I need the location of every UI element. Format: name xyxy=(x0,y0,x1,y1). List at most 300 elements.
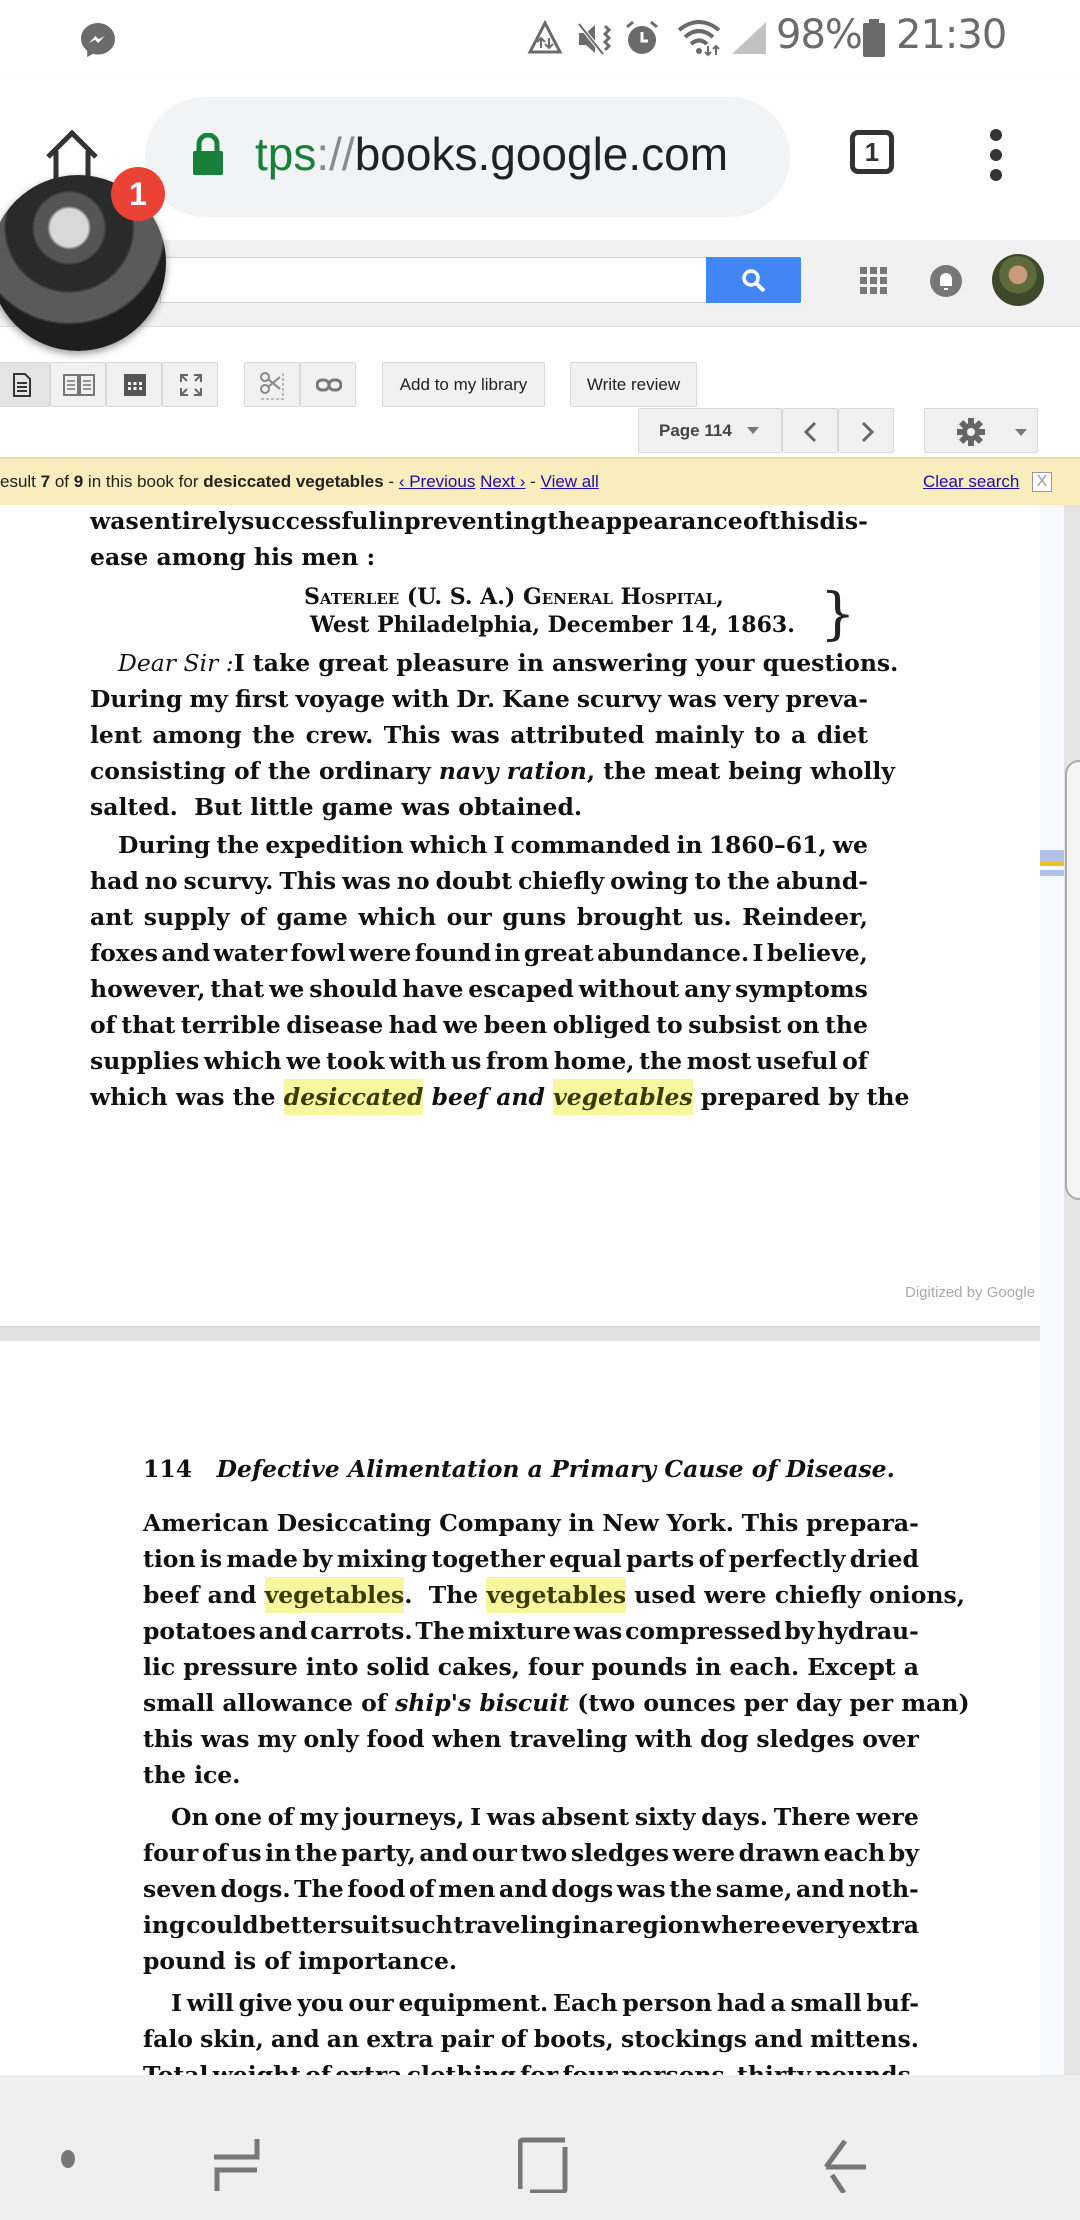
word: escaped xyxy=(468,975,574,1003)
word: The xyxy=(294,1875,344,1903)
word: four xyxy=(528,1653,584,1681)
word: This xyxy=(279,867,337,895)
text-span: prepared by the xyxy=(692,1083,910,1111)
menu-icon[interactable] xyxy=(980,125,1012,185)
address-line: West Philadelphia, December 14, 1863. xyxy=(310,612,795,638)
word: sledges xyxy=(570,1839,669,1867)
word: of xyxy=(267,1803,294,1831)
word: a xyxy=(599,1911,615,1939)
text-span: . The xyxy=(404,1581,487,1609)
word: such xyxy=(391,1911,453,1939)
clock: 21:30 xyxy=(896,12,1007,58)
word: extra xyxy=(366,2025,434,2053)
word: crew. xyxy=(305,721,374,749)
text-line: ease among his men : xyxy=(90,543,376,571)
word: was xyxy=(200,1725,250,1753)
word: food xyxy=(347,1875,406,1903)
word: together xyxy=(431,1545,545,1573)
word: I xyxy=(493,831,505,859)
word: by xyxy=(888,1839,919,1867)
word: Desiccating xyxy=(276,1509,432,1537)
text-line xyxy=(143,1835,919,1871)
word: During xyxy=(118,831,211,859)
word: of xyxy=(743,507,769,535)
word: which xyxy=(358,903,437,931)
text-span: which was the xyxy=(90,1083,284,1111)
chevron-right-icon xyxy=(861,421,875,443)
dropdown-arrow-icon xyxy=(747,427,759,435)
word: 1860–61, xyxy=(708,831,827,859)
text-line xyxy=(171,1799,919,1835)
clip-button[interactable] xyxy=(244,362,300,407)
word: and xyxy=(419,1839,469,1867)
word: to xyxy=(694,867,722,895)
chevron-left-icon xyxy=(803,421,817,443)
word: us xyxy=(231,1839,262,1867)
word: mainly xyxy=(654,721,744,749)
word: among xyxy=(152,721,242,749)
word: scurvy. xyxy=(183,867,274,895)
word: us xyxy=(451,1047,482,1075)
text-span: , the meat being wholly xyxy=(586,757,895,785)
word: my xyxy=(189,685,228,713)
word: mittens. xyxy=(810,2025,919,2053)
scroll-track[interactable] xyxy=(1064,505,1080,2075)
word: was xyxy=(573,1617,623,1645)
word: This xyxy=(741,1509,799,1537)
word: any xyxy=(684,975,731,1003)
settings-dropdown[interactable] xyxy=(924,408,1038,453)
word: in xyxy=(695,1653,722,1681)
result-prefix: esult xyxy=(0,472,41,491)
word: On xyxy=(171,1803,209,1831)
word: of xyxy=(240,903,266,931)
word: in xyxy=(494,939,521,967)
word: lent xyxy=(90,721,142,749)
data-saver-icon xyxy=(526,20,564,58)
word: was xyxy=(668,685,717,713)
word: my xyxy=(257,1725,296,1753)
word: falo xyxy=(143,2025,193,2053)
word: ant xyxy=(90,903,134,931)
word: There xyxy=(773,1803,851,1831)
gear-icon xyxy=(957,418,985,446)
text-span: small allowance of xyxy=(143,1689,396,1717)
search-icon xyxy=(740,267,768,295)
word: entirely xyxy=(139,507,241,535)
text-line xyxy=(143,1871,919,1907)
running-head xyxy=(143,1451,895,1487)
word: my xyxy=(299,1803,338,1831)
text-line xyxy=(143,1613,919,1649)
search-highlight[interactable]: vegetables xyxy=(486,1577,626,1613)
text-line xyxy=(90,503,868,539)
word: American xyxy=(143,1509,269,1537)
word: region xyxy=(614,1911,701,1939)
word: terrible xyxy=(180,1011,281,1039)
previous-page-button[interactable] xyxy=(782,408,838,453)
running-head-title: Defective Alimentation a Primary Cause of Disease. xyxy=(216,1455,895,1483)
word: ing xyxy=(143,1911,186,1939)
word: parts xyxy=(626,1545,695,1573)
word: when xyxy=(432,1725,502,1753)
text-line xyxy=(143,1577,965,1613)
word: successful xyxy=(241,507,378,535)
word: of xyxy=(842,1047,868,1075)
word: no xyxy=(144,867,178,895)
word: the xyxy=(727,867,770,895)
word: first xyxy=(234,685,289,713)
word: most xyxy=(686,1047,752,1075)
view-all-link[interactable]: View all xyxy=(540,472,599,491)
word: the xyxy=(639,1047,683,1075)
word: is xyxy=(199,1545,223,1573)
word: we xyxy=(269,975,305,1003)
word: into xyxy=(305,1653,359,1681)
word: seven xyxy=(143,1875,217,1903)
search-results-bar xyxy=(0,457,1080,505)
single-page-view-button[interactable] xyxy=(0,362,50,407)
text-line xyxy=(143,1685,970,1721)
word: without xyxy=(578,975,680,1003)
word: solid xyxy=(366,1653,430,1681)
word: traveling xyxy=(509,1725,628,1753)
page-text xyxy=(90,505,910,1326)
word: were xyxy=(672,1839,736,1867)
address-bar[interactable] xyxy=(145,97,790,217)
word: cakes, xyxy=(437,1653,520,1681)
word: have xyxy=(402,975,464,1003)
text-line xyxy=(90,1079,910,1115)
scrollbar-thumb[interactable] xyxy=(1065,760,1080,1200)
word: This xyxy=(383,721,441,749)
url-separator: :// xyxy=(316,128,355,180)
word: an xyxy=(326,2025,360,2053)
word: by xyxy=(302,1545,333,1573)
word: boots, xyxy=(533,2025,614,2053)
scissors-icon xyxy=(259,371,287,401)
word: attributed xyxy=(510,721,645,749)
book-page-113 xyxy=(0,505,1040,1326)
word: every xyxy=(781,1911,851,1939)
page-scroll-rail[interactable] xyxy=(1040,505,1080,2075)
word: very xyxy=(723,685,779,713)
status-bar xyxy=(0,0,1080,75)
page-select-dropdown[interactable] xyxy=(638,408,782,453)
word: noth- xyxy=(848,1875,919,1903)
word: however, xyxy=(90,975,206,1003)
word: owing xyxy=(610,867,689,895)
search-highlight[interactable]: vegetables xyxy=(265,1577,405,1613)
word: abundance. xyxy=(597,939,750,967)
link-icon xyxy=(316,377,342,393)
text-line xyxy=(143,2021,919,2057)
word: same, xyxy=(715,1875,793,1903)
next-page-button[interactable] xyxy=(838,408,894,453)
word: our xyxy=(471,1839,517,1867)
search-button[interactable] xyxy=(706,257,801,303)
home-button-icon[interactable] xyxy=(518,2137,568,2193)
previous-result-link[interactable]: ‹ Previous xyxy=(398,472,476,491)
word: in xyxy=(572,1911,599,1939)
result-of: of xyxy=(50,472,74,491)
word: each. xyxy=(729,1653,800,1681)
word: suit xyxy=(340,1911,391,1939)
word: fowl xyxy=(290,939,346,967)
word: Kane xyxy=(502,685,570,713)
word: foxes xyxy=(90,939,158,967)
word: us. xyxy=(693,903,732,931)
italic-span: beef and xyxy=(423,1083,554,1111)
word: Company xyxy=(439,1509,561,1537)
text-line xyxy=(90,899,868,935)
word: abund- xyxy=(775,867,868,895)
word: our xyxy=(348,1989,394,2017)
word: had xyxy=(90,867,139,895)
dropdown-arrow-icon xyxy=(1015,429,1027,437)
grid-view-icon xyxy=(124,374,146,396)
text-line xyxy=(90,681,868,717)
text-line xyxy=(143,1721,919,1757)
word: in xyxy=(377,507,404,535)
result-marker[interactable] xyxy=(1040,870,1064,876)
word: appearance xyxy=(590,507,743,535)
word: drawn xyxy=(738,1839,821,1867)
word: of xyxy=(698,1545,725,1573)
text-span: beef and xyxy=(143,1581,265,1609)
result-mid: in this book for xyxy=(83,472,204,491)
word: New xyxy=(602,1509,659,1537)
separator: - xyxy=(383,472,399,491)
word: extra xyxy=(851,1911,919,1939)
word: dried xyxy=(849,1545,919,1573)
word: Dr. xyxy=(456,685,496,713)
word: lic xyxy=(143,1653,176,1681)
word: will xyxy=(186,1989,234,2017)
text-span: used were chiefly onions, xyxy=(626,1581,965,1609)
word: pounds xyxy=(591,1653,688,1681)
word: equipment. xyxy=(398,1989,549,2017)
browser-toolbar xyxy=(0,75,1080,242)
write-review-label: Write review xyxy=(586,375,681,394)
navigation-bar xyxy=(0,2075,1080,2220)
close-search-button[interactable]: X xyxy=(1032,472,1052,492)
word: stockings xyxy=(620,2025,747,2053)
next-result-link[interactable]: Next › xyxy=(480,472,526,491)
text-line xyxy=(90,1043,868,1079)
text-line: the ice. xyxy=(143,1761,241,1789)
thumbnail-view-button[interactable] xyxy=(106,362,162,407)
link-button[interactable] xyxy=(300,362,356,407)
word: diet xyxy=(816,721,868,749)
word: preva- xyxy=(785,685,868,713)
word: useful xyxy=(756,1047,838,1075)
word: that xyxy=(121,1011,176,1039)
clear-search-link[interactable]: Clear search xyxy=(923,472,1020,491)
word: Except xyxy=(807,1653,896,1681)
word: preventing xyxy=(404,507,547,535)
word: expedition xyxy=(265,831,404,859)
word: took xyxy=(326,1047,385,1075)
text-span: consisting of the ordinary xyxy=(90,757,439,785)
apps-grid-icon[interactable] xyxy=(860,267,888,295)
word: the xyxy=(294,1839,338,1867)
tab-switcher-button[interactable]: 1 xyxy=(850,130,894,174)
text-line xyxy=(90,753,895,789)
word: absent xyxy=(541,1803,630,1831)
word: in xyxy=(676,831,703,859)
word: by xyxy=(784,1617,815,1645)
word: commanded xyxy=(510,831,671,859)
digitized-watermark: Digitized by Google xyxy=(905,1284,1036,1301)
search-query: desiccated vegetables xyxy=(203,472,384,491)
text-line xyxy=(143,1649,919,1685)
word: and xyxy=(258,1617,308,1645)
word: a xyxy=(903,1653,919,1681)
text-line xyxy=(90,1007,868,1043)
word: party, xyxy=(341,1839,416,1867)
text-line xyxy=(90,935,868,971)
word: brought xyxy=(576,903,683,931)
chat-head-badge: 1 xyxy=(111,167,165,221)
word: were xyxy=(348,939,412,967)
current-result-marker[interactable] xyxy=(1040,862,1064,866)
italic-span: navy ration xyxy=(438,757,587,785)
word: home, xyxy=(553,1047,635,1075)
word: game xyxy=(276,903,348,931)
address-line: Saterlee (U. S. A.) General Hospital, xyxy=(304,584,724,610)
brace: } xyxy=(820,582,856,647)
word: should xyxy=(309,975,398,1003)
separator: - xyxy=(525,472,541,491)
text-span: I take great pleasure in answering your questions. xyxy=(233,649,899,677)
word: potatoes xyxy=(143,1617,256,1645)
word: dogs. xyxy=(220,1875,291,1903)
wifi-icon xyxy=(675,18,723,58)
word: York. xyxy=(666,1509,734,1537)
word: the xyxy=(216,831,260,859)
text-span: (two ounces per day per man) xyxy=(569,1689,970,1717)
word: two xyxy=(520,1839,568,1867)
word: were xyxy=(856,1803,919,1831)
recent-apps-icon[interactable] xyxy=(212,2137,262,2193)
word: dogs xyxy=(551,1875,614,1903)
word: with xyxy=(392,685,450,713)
word: was xyxy=(486,1803,536,1831)
fullscreen-button[interactable] xyxy=(162,362,218,407)
word: skin, xyxy=(200,2025,264,2053)
word: over xyxy=(862,1725,919,1753)
word: better xyxy=(259,1911,340,1939)
word: of xyxy=(500,2025,527,2053)
text-line xyxy=(90,971,868,1007)
word: you xyxy=(297,1989,344,2017)
back-icon[interactable] xyxy=(820,2137,870,2193)
word: believe, xyxy=(766,939,868,967)
notifications-icon[interactable] xyxy=(929,264,963,298)
result-current: 7 xyxy=(40,472,51,491)
word: I xyxy=(470,1803,482,1831)
word: compressed xyxy=(625,1617,782,1645)
word: disease xyxy=(286,1011,384,1039)
word: we xyxy=(286,1047,322,1075)
word: obliged xyxy=(552,1011,651,1039)
word: great xyxy=(523,939,594,967)
word: found xyxy=(414,939,492,967)
word: During xyxy=(90,685,183,713)
word: hydrau- xyxy=(817,1617,919,1645)
page-text xyxy=(143,1341,970,2075)
word: doubt xyxy=(435,867,513,895)
write-review-button[interactable] xyxy=(570,362,697,407)
add-to-library-button[interactable] xyxy=(382,362,545,407)
word: pressure xyxy=(183,1653,298,1681)
word: this xyxy=(143,1725,194,1753)
two-page-icon xyxy=(63,374,95,396)
word: we xyxy=(443,1011,479,1039)
word: equal xyxy=(549,1545,622,1573)
text-line: pound is of importance. xyxy=(143,1947,458,1975)
text-line: salted. But little game was obtained. xyxy=(90,793,583,821)
word: and xyxy=(161,939,211,967)
word: on xyxy=(786,1011,820,1039)
user-avatar[interactable] xyxy=(992,254,1044,306)
word: person xyxy=(622,1989,713,2017)
signal-icon xyxy=(730,20,768,56)
word: and xyxy=(270,2025,320,2053)
word: of xyxy=(90,1011,116,1039)
two-page-view-button[interactable] xyxy=(50,362,106,407)
page-separator xyxy=(0,1326,1040,1342)
word: was xyxy=(90,507,139,535)
word: prepara- xyxy=(806,1509,919,1537)
add-to-library-label: Add to my library xyxy=(399,375,528,394)
search-input[interactable] xyxy=(160,257,707,303)
word: this xyxy=(769,507,820,535)
word: a xyxy=(770,1989,786,2017)
word: and xyxy=(498,1875,548,1903)
word: supplies xyxy=(90,1047,200,1075)
word: days. xyxy=(701,1803,768,1831)
url-text[interactable] xyxy=(255,127,728,181)
text-line xyxy=(143,1541,919,1577)
word: sledges xyxy=(756,1725,855,1753)
word: had xyxy=(716,1989,766,2017)
word: small xyxy=(790,1989,862,2017)
word: food xyxy=(366,1725,425,1753)
word: could xyxy=(186,1911,259,1939)
word: dog xyxy=(700,1725,749,1753)
word: voyage xyxy=(295,685,386,713)
word: from xyxy=(486,1047,550,1075)
salutation: Dear Sir : xyxy=(118,649,234,677)
text-line xyxy=(143,1505,919,1541)
word: water xyxy=(213,939,288,967)
word: traveling xyxy=(453,1911,572,1939)
page-select-label: Page 114 xyxy=(659,421,732,440)
word: guns xyxy=(502,903,567,931)
word: in xyxy=(568,1509,595,1537)
nav-dot-icon[interactable] xyxy=(61,2150,75,2168)
word: dis- xyxy=(819,507,868,535)
word: had xyxy=(388,1011,438,1039)
word: men xyxy=(438,1875,496,1903)
search-highlight[interactable]: desiccated xyxy=(284,1079,424,1115)
search-highlight[interactable]: vegetables xyxy=(553,1079,693,1115)
word: buf- xyxy=(866,1989,919,2017)
word: supply xyxy=(143,903,230,931)
word: subsist xyxy=(688,1011,782,1039)
